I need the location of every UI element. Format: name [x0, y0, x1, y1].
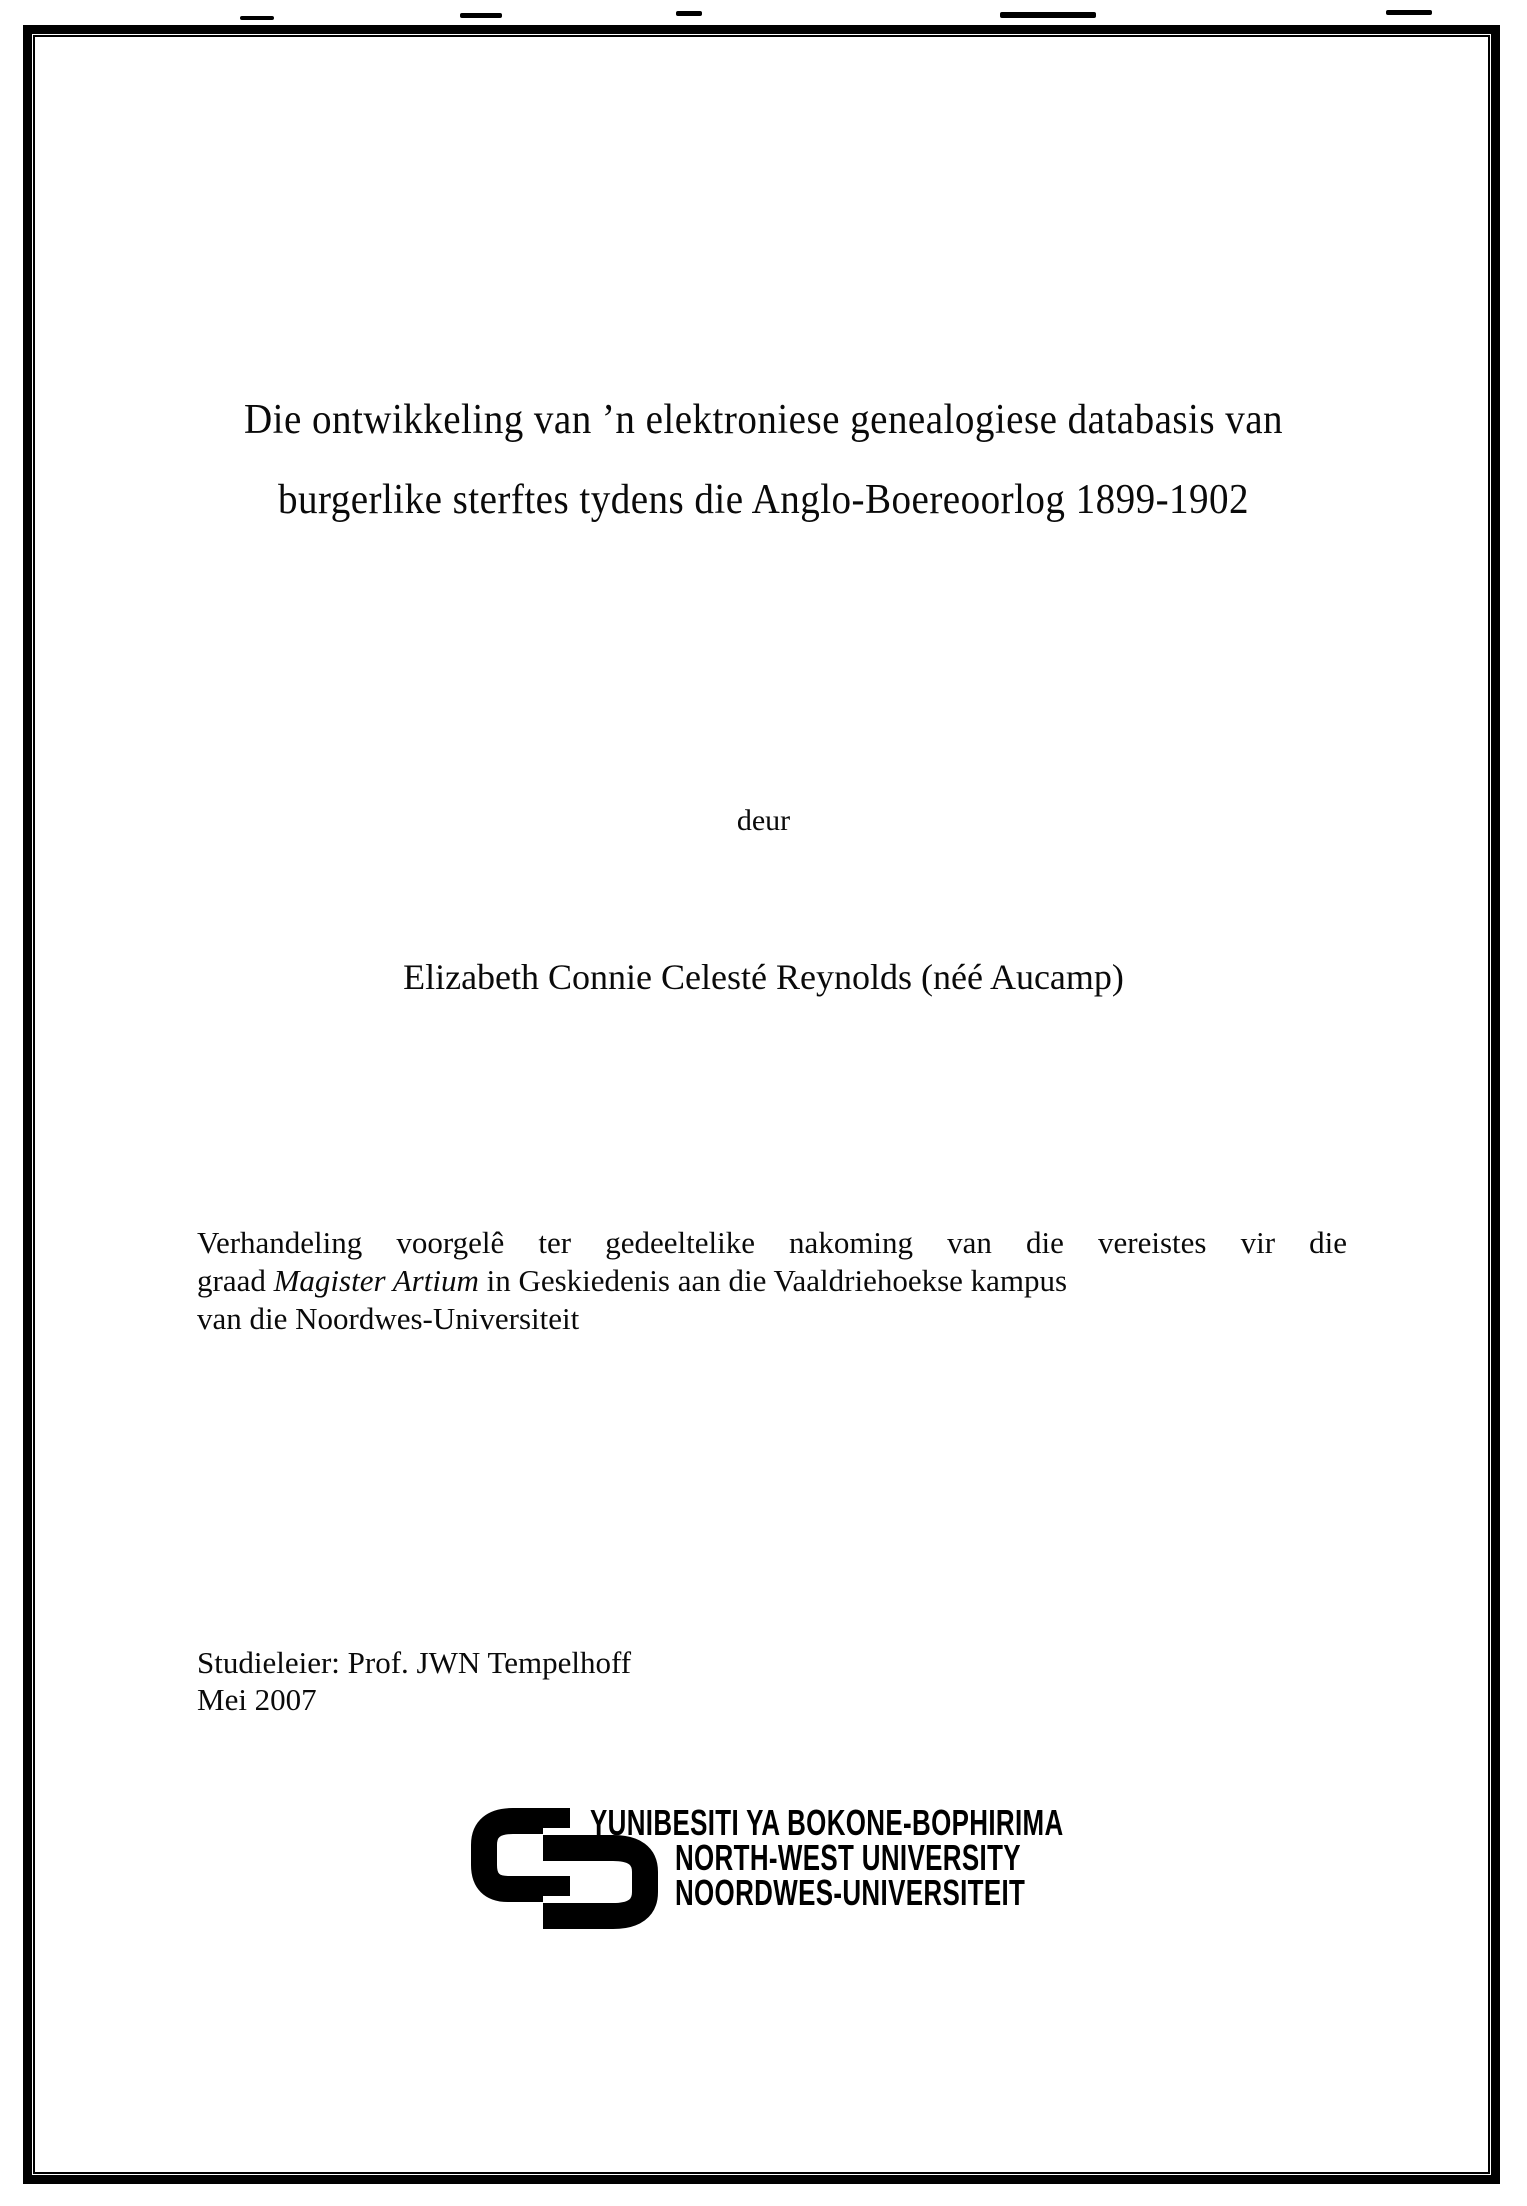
author-name: Elizabeth Connie Celesté Reynolds (néé Aucamp) [403, 957, 1124, 997]
byline-label: deur [736, 804, 791, 837]
university-logo [463, 1800, 1103, 1970]
thesis-title [100, 380, 1427, 540]
credits-block [197, 1644, 631, 1718]
declaration-line2-post: in Geskiedenis aan die Vaaldriehoekse kampus [478, 1263, 1068, 1298]
logo-text-line1: YUNIBESITI YA BOKONE-BOPHIRIMA [590, 1802, 1064, 1843]
scan-artifact [676, 11, 702, 16]
supervisor-line: Studieleier: Prof. JWN Tempelhoff [197, 1645, 632, 1680]
declaration-line1: Verhandeling voorgelê ter gedeeltelike nakoming van die vereistes vir die [197, 1225, 1347, 1260]
declaration-line3: van die Noordwes-Universiteit [197, 1301, 580, 1336]
university-logo-text [590, 1802, 1064, 1913]
logo-text-line2: NORTH-WEST UNIVERSITY [674, 1837, 1021, 1878]
thesis-title-line2: burgerlike sterftes tydens die Anglo-Boereoorlog 1899-1902 [277, 477, 1250, 523]
scan-artifact [1000, 12, 1096, 18]
date-line: Mei 2007 [197, 1682, 317, 1717]
declaration-line2 [197, 1262, 1347, 1300]
degree-name: Magister Artium [273, 1263, 479, 1298]
degree-declaration [197, 1224, 1347, 1338]
scan-artifact [1386, 10, 1432, 15]
declaration-line2-pre: graad [197, 1263, 274, 1298]
scan-artifact [460, 13, 502, 18]
thesis-title-line1: Die ontwikkeling van ’n elektroniese genealogiese databasis van [243, 397, 1284, 443]
scan-artifact [240, 16, 274, 20]
logo-text-line3: NOORDWES-UNIVERSITEIT [674, 1872, 1026, 1913]
